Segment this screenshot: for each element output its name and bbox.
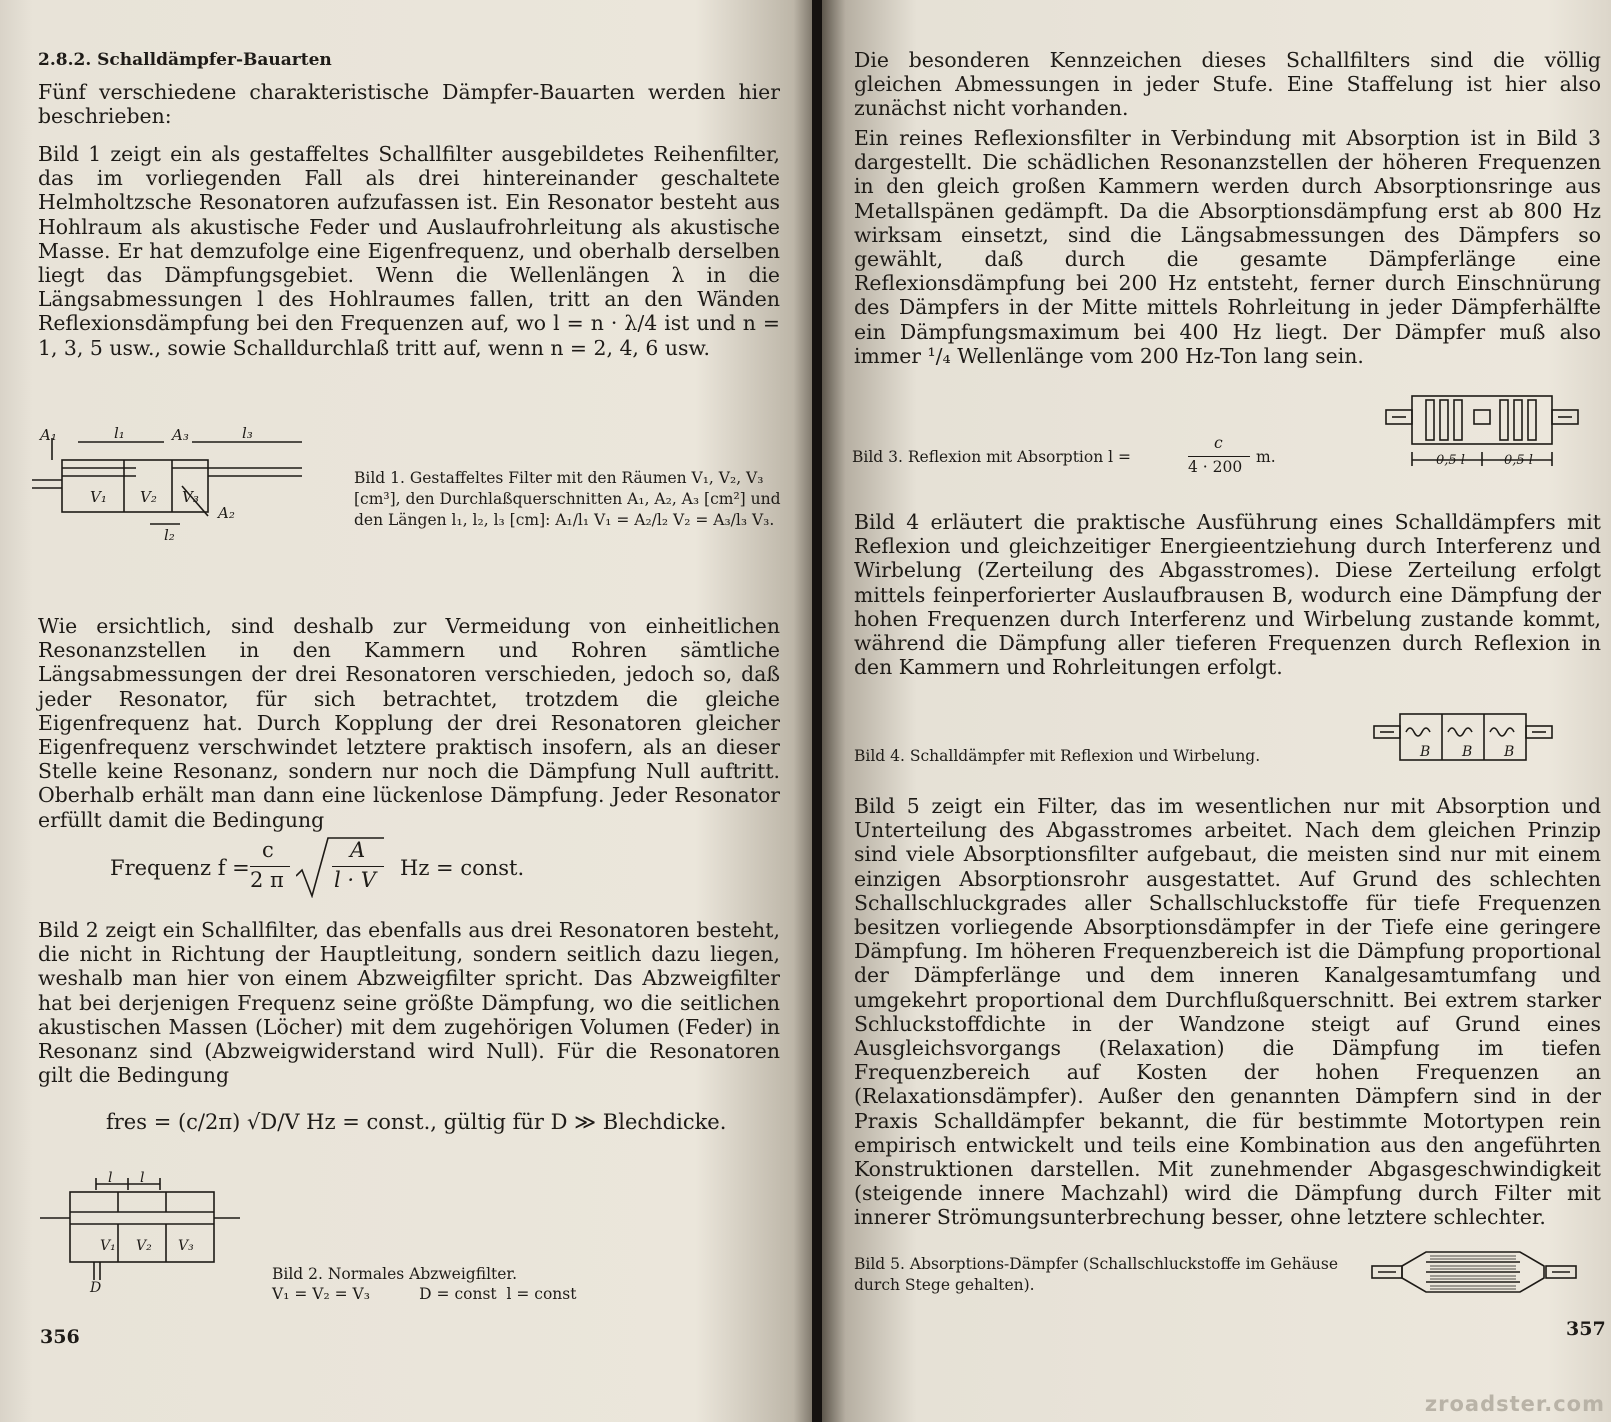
right-page — [822, 0, 1611, 1422]
figure-3-diagram — [1382, 394, 1582, 474]
section-heading: 2.8.2. Schalldämpfer-Bauarten — [38, 50, 332, 70]
figure-1-caption: Bild 1. Gestaffeltes Filter mit den Räumen V₁, V₂, V₃ [cm³], den Durchlaßquerschnitten A₁, A₂, A₃ [cm²] und den Längen l₁, l₂, l₃ [cm]: A₁/l₁ V₁ = A₂/l₂ V₂ = A₃/l₃ V₃. — [354, 469, 781, 529]
figure-1-diagram — [32, 424, 332, 558]
formula-root-numerator: A — [350, 838, 366, 862]
fig1-label-V2: V₂ — [140, 488, 157, 506]
right-paragraph-2: Ein reines Reflexionsfilter in Verbindung mit Absorption ist in Bild 3 dargestellt. Die schädlichen Resonanzstellen der höheren Frequenzen in den gleich großen Kammern werden durch Absorptionsringe aus Metallspänen gedämpft. Da die Absorptionsdämpfung erst ab 800 Hz wirksam einsetzt, sind die Längsabmessungen des Dämpfers so gewählt, daß durch die gesamte Dämpferlänge eine Reflexionsdämpfung bei 200 Hz entsteht, ferner durch Einschnürung des Dämpfers in der Mitte mittels Rohrleitung in jeder Dämpferhälfte ein Dämpfungsmaximum bei 400 Hz liegt. Der Dämpfer muß also immer ¹/₄ Wellenlänge vom 200 Hz-Ton lang sein. — [854, 126, 1601, 368]
fig3-label-right: 0,5 l — [1504, 453, 1533, 468]
frequency-formula — [110, 840, 570, 900]
fig2-label-V1: V₁ — [100, 1238, 116, 1254]
resonance-formula: fres = (c/2π) √D/V Hz = const., gültig für D ≫ Blechdicke. — [106, 1110, 727, 1134]
figure-4-diagram — [1370, 710, 1554, 770]
fig1-label-A1: A₁ — [40, 426, 57, 444]
fig2-label-V3: V₃ — [178, 1238, 194, 1254]
fig1-label-V3: V₃ — [182, 488, 199, 506]
left-paragraph-2: Bild 1 zeigt ein als gestaffeltes Schallfilter ausgebildetes Reihenfilter, das im vorliegenden Fall als drei hintereinander geschaltete Helmholtzsche Resonatoren aufzufassen ist. Ein Resonator besteht aus Hohlraum als akustische Feder und Auslaufrohrleitung als akustische Masse. Er hat demzufolge eine Eigenfrequenz, und oberhalb derselben liegt das Dämpfungsgebiet. Wenn die Wellenlängen λ in die Längsabmessungen l des Hohlraumes fallen, tritt an den Wänden Reflexionsdämpfung bei den Frequenzen auf, wo l = n · λ/4 ist und n = 1, 3, 5 usw., sowie Schalldurchlaß tritt auf, wenn n = 2, 4, 6 usw. — [38, 142, 780, 360]
left-paragraph-3: Wie ersichtlich, sind deshalb zur Vermeidung von einheitlichen Resonanzstellen in den Kammern und Rohren sämtliche Längsabmessungen der drei Resonatoren verschieden, jedoch so, daß jeder Resonator, für sich betrachtet, trotzdem die gleiche Eigenfrequenz hat. Durch Kopplung der drei Resonatoren gleicher Eigenfrequenz verschwindet letztere praktisch insofern, als an dieser Stelle keine Resonanz, sondern nur noch die Dämpfung Null auftritt. Oberhalb erhält man dann eine lückenlose Dämpfung. Jeder Resonator erfüllt damit die Bedingung — [38, 614, 780, 832]
right-page-number: 357 — [1566, 1318, 1606, 1340]
fig2-label-V2: V₂ — [136, 1238, 152, 1254]
fig1-label-l1: l₁ — [114, 424, 125, 442]
fig3-fraction-numerator: c — [1214, 434, 1223, 452]
figure-3-caption — [852, 434, 1292, 484]
formula-suffix: Hz = const. — [400, 856, 525, 880]
fig1-label-V1: V₁ — [90, 488, 107, 506]
figure-2-caption-line-1: Bild 2. Normales Abzweigfilter. — [272, 1265, 518, 1283]
fig4-label-B-3: B — [1504, 744, 1515, 760]
fig3-caption-prefix: Bild 3. Reflexion mit Absorption l = — [852, 448, 1132, 466]
figure-4-caption: Bild 4. Schalldämpfer mit Reflexion und Wirbelung. — [854, 747, 1261, 765]
fig3-fraction-denominator: 4 · 200 — [1188, 458, 1243, 476]
formula-fraction-numerator: c — [262, 838, 274, 862]
right-paragraph-3: Bild 4 erläutert die praktische Ausführung eines Schalldämpfers mit Reflexion und gleichzeitiger Energieentziehung durch Interferenz und Wirbelung (Zerteilung des Abgasstromes). Diese Zerteilung erfolgt mittels feinperforierter Auslaufbrausen B, wodurch eine Dämpfung der hohen Frequenzen durch Interferenz und Wirbelung zustande kommt, während die Dämpfung aller tieferen Frequenzen durch Reflexion in den Kammern und Rohrleitungen erfolgt. — [854, 510, 1601, 680]
formula-root-denominator: l · V — [334, 868, 376, 892]
figure-2-diagram — [40, 1168, 260, 1298]
fig1-label-A2: A₂ — [218, 504, 235, 522]
figure-5-diagram — [1370, 1248, 1580, 1298]
fig1-label-l3: l₃ — [242, 424, 253, 442]
left-paragraph-1: Fünf verschiedene charakteristische Dämpfer-Bauarten werden hier beschrieben: — [38, 80, 780, 129]
figure-2-caption-line-2: V₁ = V₂ = V₃ D = const l = const — [272, 1285, 577, 1303]
right-paragraph-1: Die besonderen Kennzeichen dieses Schallfilters sind die völlig gleichen Abmessungen in jeder Stufe. Eine Staffelung ist hier also zunächst nicht vorhanden. — [854, 48, 1601, 121]
fig3-label-left: 0,5 l — [1436, 453, 1465, 468]
fig2-label-l-1: l — [108, 1170, 113, 1186]
fig2-label-l-2: l — [140, 1170, 145, 1186]
fig1-label-A3: A₃ — [172, 426, 189, 444]
fig3-caption-suffix: m. — [1256, 448, 1276, 466]
fig2-label-D: D — [90, 1280, 102, 1296]
watermark: zroadster.com — [1424, 1392, 1605, 1416]
left-paragraph-4: Bild 2 zeigt ein Schallfilter, das ebenfalls aus drei Resonatoren besteht, die nicht in Richtung der Hauptleitung, sondern seitlich dazu liegen, weshalb man hier von einem Abzweigfilter spricht. Das Abzweigfilter hat bei derjenigen Frequenz seine größte Dämpfung, wo die seitlichen akustischen Massen (Löcher) mit dem zugehörigen Volumen (Feder) in Resonanz sind (Abzweigwiderstand wird Null). Für die Resonatoren gilt die Bedingung — [38, 918, 780, 1088]
fig1-label-l2: l₂ — [164, 526, 175, 544]
fig4-label-B-2: B — [1462, 744, 1473, 760]
right-paragraph-4: Bild 5 zeigt ein Filter, das im wesentlichen nur mit Absorption und Unterteilung des Abgasstromes arbeitet. Nach dem gleichen Prinzip sind viele Absorptionsfilter aufgebaut, die meisten sind nur mit einem einzigen Absorptionsrohr ausgestattet. Auf Grund des schlechten Schallschluckgrades aller Schallschluckstoffe für tiefe Frequenzen besitzen vorliegende Absorptionsdämpfer in der Tiefe eine geringere Dämpfung. Im höheren Frequenzbereich ist die Dämpfung proportional der Dämpferlänge und dem inneren Kanalgesamtumfang und umgekehrt proportional dem Durchflußquerschnitt. Bei extrem starker Schluckstoffdichte in der Wandzone steigt auf Grund eines Ausgleichsvorgangs (Relaxation) die Dämpfung im tiefen Frequenzbereich auf Kosten der hohen Frequenzen an (Relaxationsdämpfer). Außer den genannten Dämpfern sind in der Praxis Schalldämpfer bekannt, die für bestimmte Motortypen rein empirisch entwickelt und teils eine Kombination aus den angeführten Konstruktionen darstellen. Mit zunehmender Abgasgeschwindigkeit (steigende innere Machzahl) wird die Dämpfung durch Filter mit innerer Strömungsunterbrechung besser, ohne letztere schlechter. — [854, 794, 1601, 1230]
formula-fraction-denominator: 2 π — [250, 868, 284, 892]
formula-prefix: Frequenz f = — [110, 856, 250, 880]
figure-5-caption: Bild 5. Absorptions-Dämpfer (Schallschluckstoffe im Gehäuse durch Stege gehalten). — [854, 1255, 1339, 1294]
left-page-number: 356 — [40, 1326, 80, 1348]
fig4-label-B-1: B — [1420, 744, 1431, 760]
